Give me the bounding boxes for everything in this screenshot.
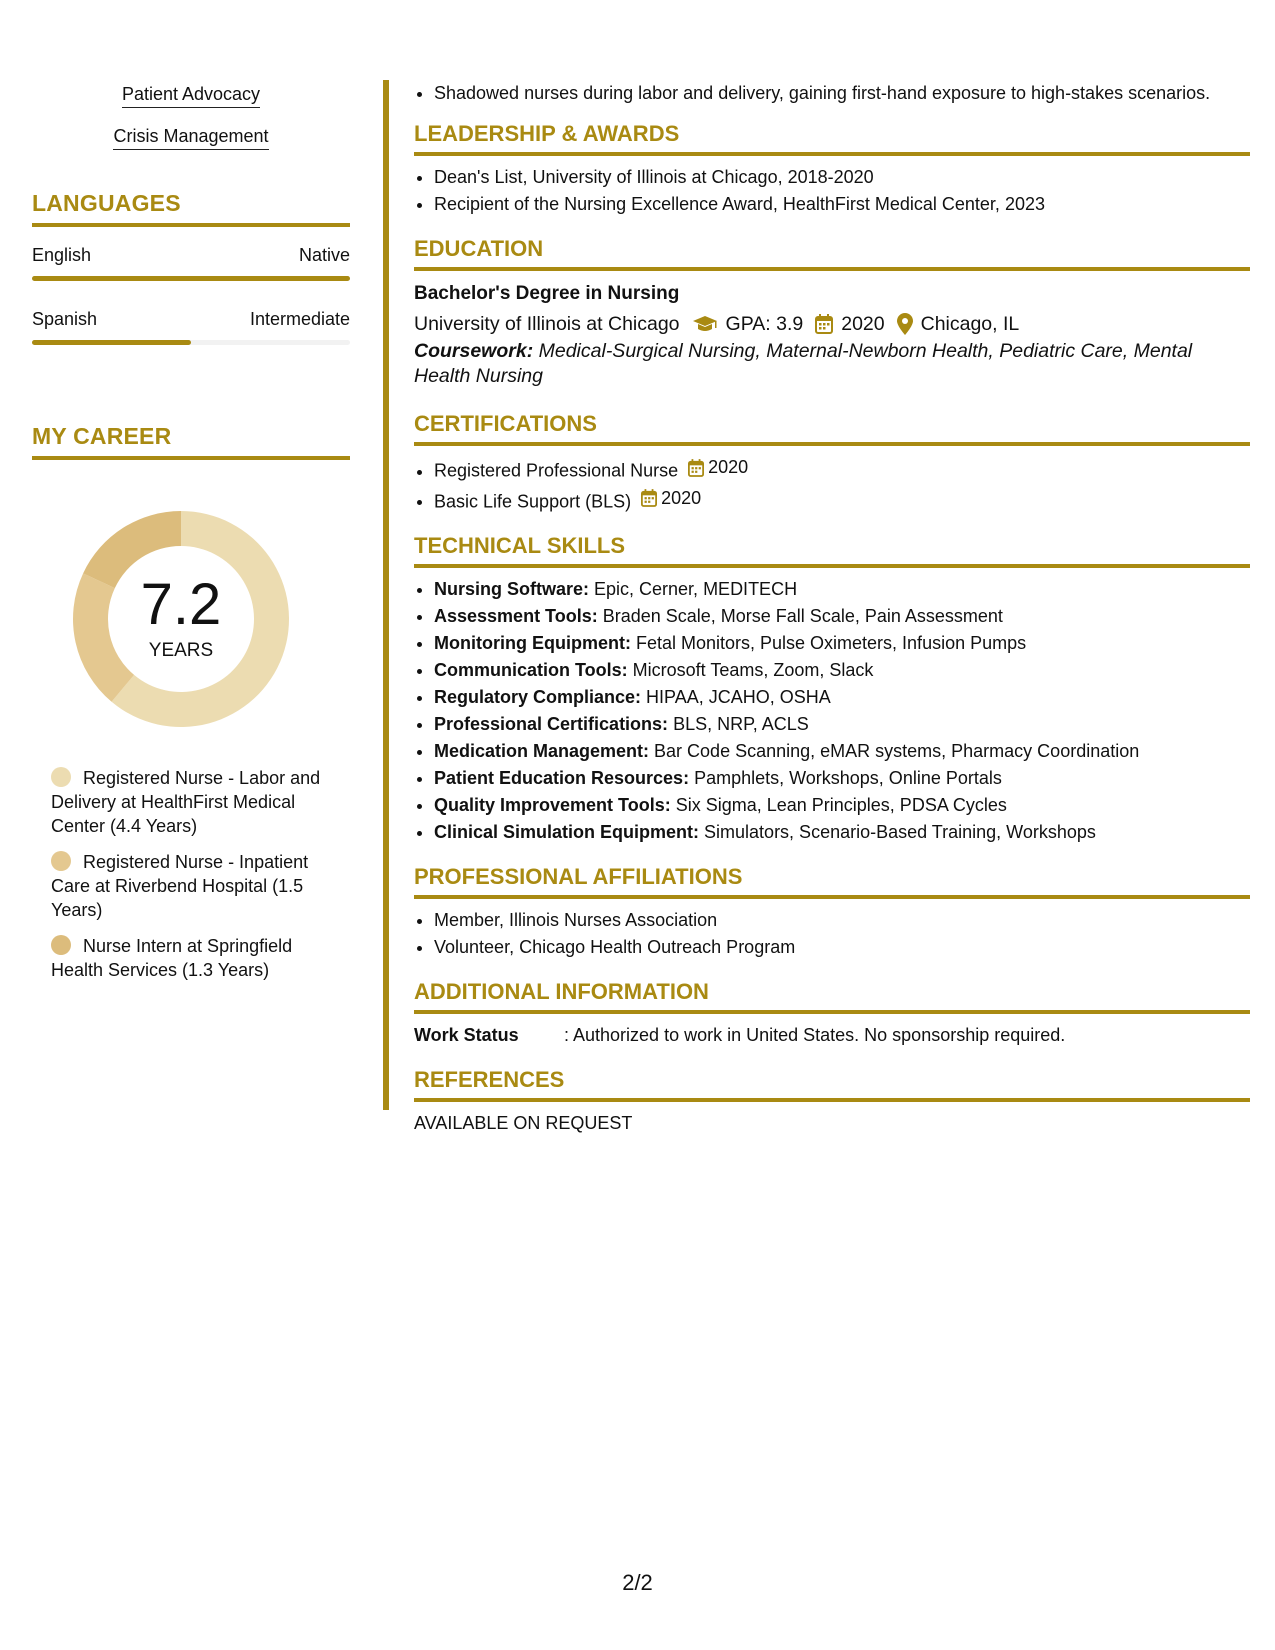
career-heading: MY CAREER <box>32 423 350 460</box>
main-column <box>414 80 1250 1137</box>
language-name: English <box>32 245 92 265</box>
references-heading: REFERENCES <box>414 1067 1250 1102</box>
list-item: • Shadowed nurses during labor and delivery, gaining first-hand exposure to high-stakes scenarios. <box>434 80 1250 107</box>
language-bar <box>32 276 350 281</box>
language-bar-fill <box>32 340 191 345</box>
certifications-list <box>414 454 1250 515</box>
career-dot-icon <box>51 851 71 871</box>
leadership-list <box>414 164 1250 218</box>
graduation-year: 2020 <box>841 313 885 335</box>
experience-bullets <box>414 80 1250 107</box>
list-item: • Professional Certifications: BLS, NRP, ACLS <box>434 711 1250 738</box>
calendar-icon <box>815 314 833 334</box>
career-unit: YEARS <box>148 640 214 661</box>
list-item: • Communication Tools: Microsoft Teams, Zoom, Slack <box>434 657 1250 684</box>
language-level: Intermediate <box>249 309 350 329</box>
career-donut-chart <box>66 504 296 734</box>
list-item: • Quality Improvement Tools: Six Sigma, Lean Principles, PDSA Cycles <box>434 792 1250 819</box>
language-item <box>32 309 350 345</box>
list-item: • Nursing Software: Epic, Cerner, MEDITECH <box>434 576 1250 603</box>
list-item: • Medication Management: Bar Code Scanning, eMAR systems, Pharmacy Coordination <box>434 738 1250 765</box>
list-item: • Member, Illinois Nurses Association <box>434 907 1250 934</box>
skill-tag: Crisis Management <box>113 126 268 150</box>
work-status-label: Work Status <box>414 1025 519 1045</box>
location-pin-icon <box>897 313 913 335</box>
location: Chicago, IL <box>920 313 1020 335</box>
career-dot-icon <box>51 935 71 955</box>
education-heading: EDUCATION <box>414 236 1250 271</box>
leadership-heading: LEADERSHIP & AWARDS <box>414 121 1250 156</box>
list-item: • Monitoring Equipment: Fetal Monitors, Pulse Oximeters, Infusion Pumps <box>434 630 1250 657</box>
coursework: Coursework: Medical-Surgical Nursing, Maternal-Newborn Health, Pediatric Care, Mental Health Nursing <box>414 340 1193 387</box>
certifications-heading: CERTIFICATIONS <box>414 411 1250 446</box>
affiliations-list <box>414 907 1250 961</box>
language-level: Native <box>298 245 350 265</box>
graduation-cap-icon <box>692 315 718 333</box>
list-item: • Regulatory Compliance: HIPAA, JCAHO, OSHA <box>434 684 1250 711</box>
list-item: • Assessment Tools: Braden Scale, Morse Fall Scale, Pain Assessment <box>434 603 1250 630</box>
skill-tag: Patient Advocacy <box>122 84 260 108</box>
education-entry <box>414 279 1250 389</box>
calendar-icon <box>641 489 657 507</box>
career-dot-icon <box>51 767 71 787</box>
degree: Bachelor's Degree in Nursing <box>414 283 680 304</box>
list-item: • Recipient of the Nursing Excellence Award, HealthFirst Medical Center, 2023 <box>434 191 1250 218</box>
language-item <box>32 245 350 281</box>
list-item: • Clinical Simulation Equipment: Simulators, Scenario-Based Training, Workshops <box>434 819 1250 846</box>
career-item: Nurse Intern at Springfield Health Services (1.3 Years) <box>51 936 293 980</box>
additional-info-heading: ADDITIONAL INFORMATION <box>414 979 1250 1014</box>
list-item: • Basic Life Support (BLS) 2020 <box>434 485 1250 516</box>
language-bar <box>32 340 350 345</box>
list-item: • Registered Professional Nurse 2020 <box>434 454 1250 485</box>
career-item: Registered Nurse - Labor and Delivery at HealthFirst Medical Center (4.4 Years) <box>51 768 321 836</box>
sidebar <box>32 84 350 994</box>
work-status <box>414 1022 1250 1049</box>
career-item: Registered Nurse - Inpatient Care at Riverbend Hospital (1.5 Years) <box>51 852 309 920</box>
list-item: • Patient Education Resources: Pamphlets, Workshops, Online Portals <box>434 765 1250 792</box>
language-name: Spanish <box>32 309 98 329</box>
gpa: GPA: 3.9 <box>725 313 804 335</box>
calendar-icon <box>688 459 704 477</box>
technical-skills-list <box>414 576 1250 846</box>
list-item: • Dean's List, University of Illinois at Chicago, 2018-2020 <box>434 164 1250 191</box>
career-total: 7.2 <box>140 572 222 637</box>
references-text: AVAILABLE ON REQUEST <box>414 1113 633 1133</box>
affiliations-heading: PROFESSIONAL AFFILIATIONS <box>414 864 1250 899</box>
career-list <box>32 766 350 982</box>
language-bar-fill <box>32 276 350 281</box>
languages-heading: LANGUAGES <box>32 190 350 227</box>
school: University of Illinois at Chicago <box>414 313 680 335</box>
technical-skills-heading: TECHNICAL SKILLS <box>414 533 1250 568</box>
column-divider <box>383 80 389 1110</box>
list-item: • Volunteer, Chicago Health Outreach Program <box>434 934 1250 961</box>
work-status-value: : Authorized to work in United States. No sponsorship required. <box>564 1025 1066 1045</box>
page-number: 2/2 <box>622 1570 653 1595</box>
